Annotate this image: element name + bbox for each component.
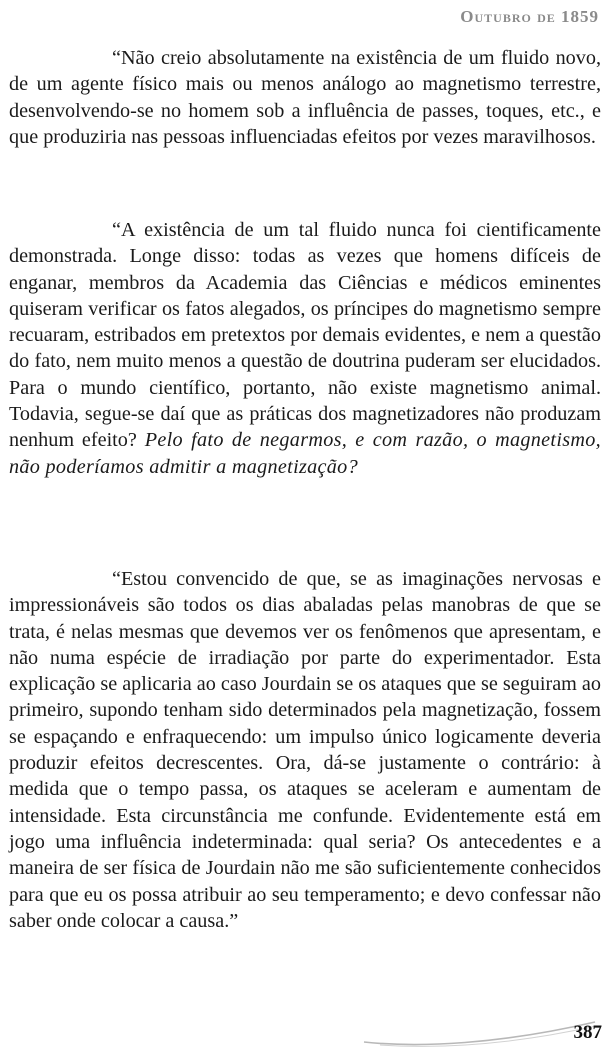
paragraph-1 [9, 45, 601, 150]
paragraph-3 [9, 566, 601, 934]
footer-swoosh-ornament [360, 1018, 600, 1050]
running-header: Outubro de 1859 [460, 7, 599, 26]
paragraph-2-italic-text: Pelo fato de negarmos, e com razão, o magnetismo, não poderíamos admitir a magnetização? [9, 429, 602, 478]
paragraph-2 [9, 217, 601, 480]
paragraph-3-text: “Estou convencido de que, se as imaginações nervosas e impressionáveis são todos os dias abaladas pelas manobras de que se trata, é nelas mesmas que devemos ver os fenômenos que apresentam, e não numa espécie de irradiação por parte do experimentador. Esta explicação se aplicaria ao caso Jourdain se os ataques que se seguiram ao primeiro, supondo tenham sido determinados pela magnetização, fossem se espaçando e enfraquecendo: um impulso único logicamente deveria produzir efeitos decrescentes. Ora, dá-se justamente o contrário: à medida que o tempo passa, os ataques se aceleram e aumentam de intensidade. Esta circunstância me confunde. Evidentemente está em jogo uma influência indeterminada: qual seria? Os antecedentes e a maneira de ser física de Jourdain não me são suficientemente conhecidos para que eu os possa atribuir ao seu temperamento; e devo confessar não saber onde colocar a causa.” [9, 568, 601, 932]
page-number: 387 [573, 1022, 602, 1043]
paragraph-2-text: “A existência de um tal fluido nunca foi cientificamente demonstrada. Longe disso: todas as vezes que homens difíceis de enganar, membros da Academia das Ciências e médicos eminentes quiseram verificar os fatos alegados, os príncipes do magnetismo sempre recuaram, estribados em pretextos por demais evidentes, e nem a questão do fato, nem muito menos a questão de doutrina puderam ser elucidados. Para o mundo científico, portanto, não existe magnetismo animal. Todavia, segue-se daí que as práticas dos magnetizadores não produzam nenhum efeito? [9, 219, 601, 452]
paragraph-1-text: “Não creio absolutamente na existência de um fluido novo, de um agente físico mais ou menos análogo ao magnetismo terrestre, desenvolvendo-se no homem sob a influência de passes, toques, etc., e que produziria nas pessoas influenciadas efeitos por vezes maravilhosos. [9, 47, 601, 148]
